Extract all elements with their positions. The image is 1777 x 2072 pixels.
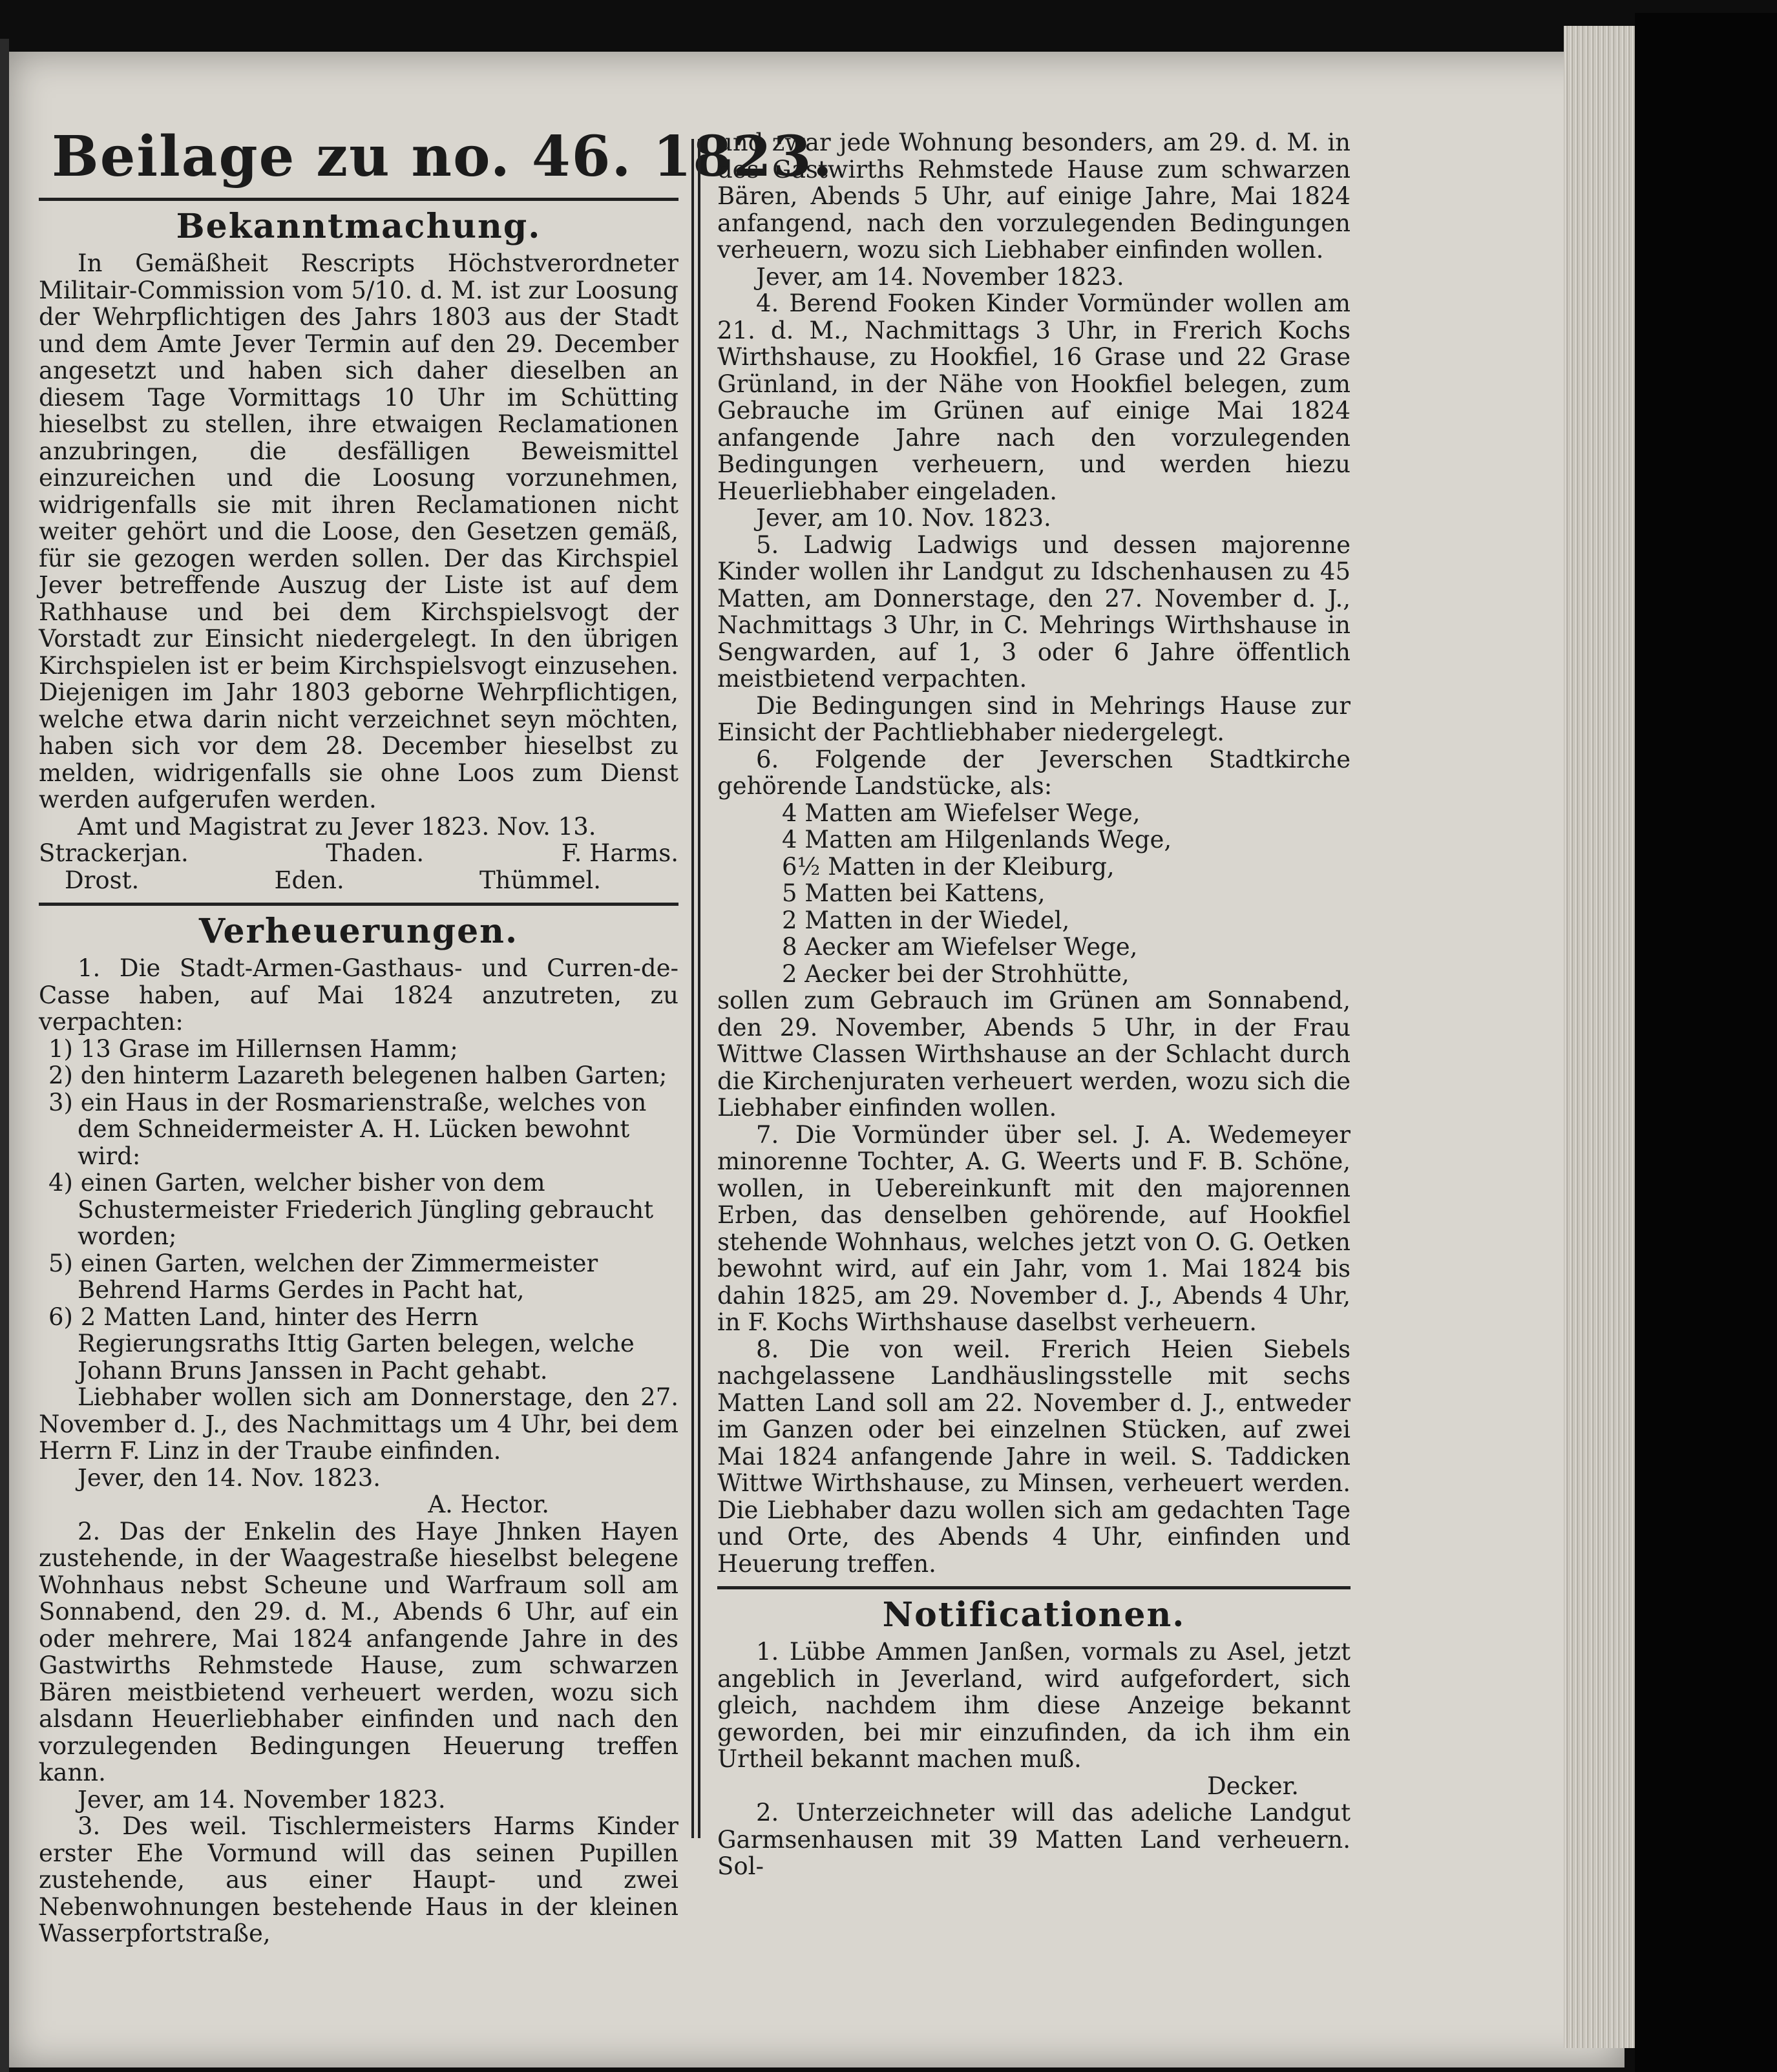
signature: Thaden. — [326, 839, 425, 867]
item-2: 2. Das der Enkelin des Haye Jhnken Hayen zustehende, in der Waagestraße hieselbst belegene Wohnhaus nebst Scheune und Warfraum soll am Sonnabend, den 29. d. M., Abends 6 Uhr, auf ein oder mehrere, Mai 1824 anfangende Jahre in des Gastwirths Rehmstede Hause, zum schwarzen Bären meistbietend verheuert werden, wozu sich alsdann Heuerliebhaber einfinden und nach den vorzulegenden Bedingungen Heuerung treffen kann. — [39, 1517, 678, 1786]
masthead: Beilage zu no. 46. 1823. — [52, 124, 834, 189]
item-4-date: Jever, am 10. Nov. 1823. — [756, 504, 1051, 532]
notification-1: 1. Lübbe Ammen Janßen, vormals zu Asel, jetzt angeblich in Jeverland, wird aufgefordert, sich gleich, nachdem ihm diese Anzeige bekannt geworden, bei mir einzufinden, da ich ihm ein Urtheil bekannt machen muß. — [717, 1638, 1351, 1773]
bekanntmachung-heading: Bekanntmachung. — [176, 207, 542, 246]
list-item: 3) ein Haus in der Rosmarienstraße, welches von dem Schneidermeister A. H. Lücken bewohnt wird: — [48, 1088, 647, 1170]
bekanntmachung-body: In Gemäßheit Rescripts Höchstverordneter Militair-Commission vom 5/10. d. M. ist zur Loosung der Wehrpflichtigen des Jahrs 1803 aus der Stadt und dem Amte Jever Termin auf den 29. December angesetzt und haben sich daher dieselben an diesem Tage Vormittags 10 Uhr im Schütting hieselbst zu stellen, ihre etwaigen Reclamationen anzubringen, die desfälligen Beweismittel einzureichen und die Loosung vorzunehmen, widrigenfalls sie mit ihren Reclamationen nicht weiter gehört und die Loose, den Gesetzen gemäß, für sie gezogen werden sollen. Der das Kirchspiel Jever betreffende Auszug der Liste ist auf dem Rathhause und bei dem Kirchspielsvogt der Vorstadt zur Einsicht niedergelegt. In den übrigen Kirchspielen ist er beim Kirchspielsvogt einzusehen. Diejenigen im Jahr 1803 geborne Wehrpflichtigen, welche etwa darin nicht verzeichnet seyn möchten, haben sich vor dem 28. December hieselbst zu melden, widrigenfalls sie ohne Loos zum Dienst werden aufgerufen werden. — [39, 249, 678, 813]
left-column — [39, 124, 834, 1947]
land-lot: 6½ Matten in der Kleiburg, — [782, 852, 1115, 881]
rule — [717, 1586, 1351, 1589]
item-1-intro: 1. Die Stadt-Armen-Gasthaus- und Curren-de-Casse haben, auf Mai 1824 anzutreten, zu verpachten: — [39, 954, 678, 1036]
item-1-date: Jever, den 14. Nov. 1823. — [78, 1463, 381, 1492]
item-7: 7. Die Vormünder über sel. J. A. Wedemeyer minorenne Tochter, A. G. Weerts und F. B. Schöne, wollen, in Uebereinkunft mit den majorennen Erben, das denselben gehörende, auf Hookfiel stehende Wohnhaus, welches jetzt von O. G. Oetken bewohnt wird, auf ein Jahr, vom 1. Mai 1824 bis dahin 1825, am 29. November d. J., Abends 4 Uhr, in F. Kochs Wirthshause daselbst verheuern. — [717, 1120, 1351, 1336]
right-column — [717, 129, 1351, 1880]
signature: Eden. — [274, 866, 344, 894]
signature: Thümmel. — [479, 866, 601, 894]
item-8: 8. Die von weil. Frerich Heien Siebels nachgelassene Landhäuslingsstelle mit sechs Matten Land soll am 22. November d. J., entweder im Ganzen oder bei einzelnen Stücken, auf zwei Mai 1824 anfangende Jahre in weil. S. Taddicken Wittwe Wirthshause, zu Minsen, verheuert werden. Die Liebhaber dazu wollen sich am gedachten Tage und Orte, des Abends 4 Uhr, einfinden und Heuerung treffen. — [717, 1335, 1351, 1578]
signature-row-1 — [39, 840, 678, 867]
notification-1-signature: Decker. — [1207, 1772, 1299, 1800]
item-6-intro: 6. Folgende der Jeverschen Stadtkirche gehörende Landstücke, als: — [717, 745, 1351, 800]
list-item: 4) einen Garten, welcher bisher von dem Schustermeister Friederich Jüngling gebraucht worden; — [48, 1169, 654, 1250]
rule — [39, 903, 678, 906]
land-lot: 5 Matten bei Kattens, — [782, 879, 1046, 907]
rule — [39, 198, 678, 201]
page-gutter-shadow — [0, 39, 9, 2072]
list-item: 5) einen Garten, welchen der Zimmermeister Behrend Harms Gerdes in Pacht hat, — [48, 1249, 598, 1304]
signature: F. Harms. — [561, 839, 678, 867]
land-lot: 4 Matten am Hilgenlands Wege, — [782, 826, 1172, 853]
item-6-close: sollen zum Gebrauch im Grünen am Sonnabend, den 29. November, Abends 5 Uhr, in der Frau Wittwe Classen Wirthshause an der Schlacht durch die Kirchenjuraten verheuert werden, wozu sich die Liebhaber einfinden wollen. — [717, 987, 1351, 1122]
item-5: 5. Ladwig Ladwigs und dessen majorenne Kinder wollen ihr Landgut zu Idschenhausen zu 45 Matten, am Donnerstage, den 27. November d. J., Nachmittags 3 Uhr, in C. Mehrings Wirthshause in Sengwarden, auf 1, 3 oder 6 Jahre öffentlich meistbietend verpachten. — [717, 530, 1351, 693]
list-item: 2) den hinterm Lazareth belegenen halben Garten; — [48, 1062, 668, 1089]
land-lot: 4 Matten am Wiefelser Wege, — [782, 799, 1141, 827]
item-2-date: Jever, am 14. November 1823. — [78, 1785, 446, 1814]
item-1-signature: A. Hector. — [428, 1491, 549, 1518]
bekanntmachung-place-date: Amt und Magistrat zu Jever 1823. Nov. 13. — [78, 812, 596, 841]
land-lot: 8 Aecker am Wiefelser Wege, — [782, 933, 1138, 961]
land-lot: 2 Matten in der Wiedel, — [782, 906, 1070, 934]
item-1-close: Liebhaber wollen sich am Donnerstage, den 27. November d. J., des Nachmittags um 4 Uhr, bei dem Herrn F. Linz in der Traube einfinden. — [39, 1383, 678, 1465]
item-3-date: Jever, am 14. November 1823. — [756, 262, 1124, 291]
list-item: 1) 13 Grase im Hillernsen Hamm; — [48, 1034, 458, 1063]
land-lot: 2 Aecker bei der Strohhütte, — [782, 959, 1130, 988]
item-5-conditions: Die Bedingungen sind in Mehrings Hause zur Einsicht der Pachtliebhaber niedergelegt. — [717, 691, 1351, 746]
signature-row-2 — [39, 867, 678, 894]
signature: Strackerjan. — [39, 839, 189, 867]
signature: Drost. — [65, 866, 140, 894]
item-3: 3. Des weil. Tischlermeisters Harms Kinder erster Ehe Vormund will das seinen Pupillen zustehende, aus einer Haupt- und zwei Nebenwohnungen bestehende Haus in der kleinen Wasserpfortstraße, — [39, 1812, 678, 1947]
list-item: 6) 2 Matten Land, hinter des Herrn Regierungsraths Ittig Garten belegen, welche Johann Bruns Janssen in Pacht gehabt. — [48, 1303, 635, 1385]
background-shadow — [1635, 13, 1777, 2072]
notification-2: 2. Unterzeichneter will das adeliche Landgut Garmsenhausen mit 39 Matten Land verheuern. Sol- — [717, 1799, 1351, 1880]
column-divider — [691, 139, 700, 1838]
notificationen-heading: Notificationen. — [882, 1595, 1186, 1635]
item-4: 4. Berend Fooken Kinder Vormünder wollen am 21. d. M., Nachmittags 3 Uhr, in Frerich Kochs Wirthshause, zu Hookfiel, 16 Grase und 22 Grase Grünland, in der Nähe von Hookfiel belegen, zum Gebrauche im Grünen auf einige Mai 1824 anfangende Jahre nach den vorzulegenden Bedingungen verheuern, und werden hiezu Heuerliebhaber eingeladen. — [717, 289, 1351, 505]
item-3-continued: und zwar jede Wohnung besonders, am 29. d. M. in des Gastwirths Rehmstede Hause zum schwarzen Bären, Abends 5 Uhr, auf einige Jahre, Mai 1824 anfangend, nach den vorzulegenden Bedingungen verheuern, wozu sich Liebhaber einfinden wollen. — [717, 129, 1351, 264]
page-edges — [1564, 26, 1635, 2048]
verheuerungen-heading: Verheuerungen. — [198, 912, 519, 951]
